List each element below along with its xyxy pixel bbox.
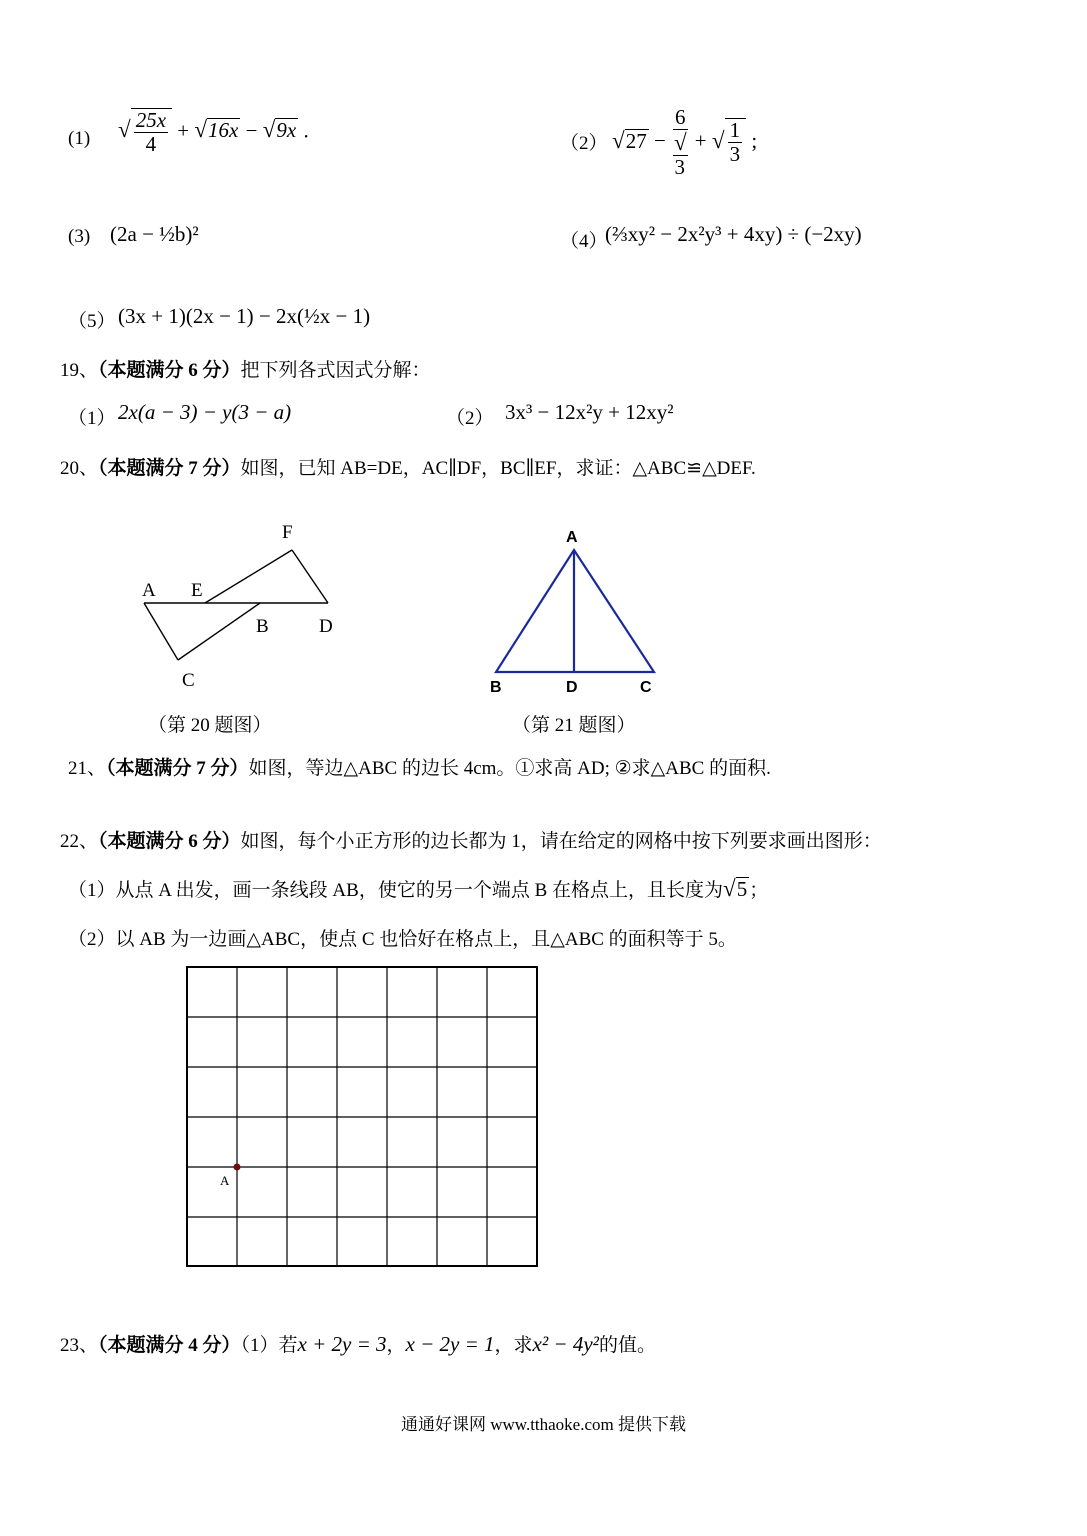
score-note: （本题满分 4 分） xyxy=(98,1335,241,1356)
frac-den: 3 xyxy=(729,142,741,167)
item-22-1-text: （1）从点 A 出发，画一条线段 AB，使它的另一个端点 B 在格点上，且长度为 xyxy=(68,880,723,901)
grid-point-A xyxy=(234,1164,241,1171)
equation-2: x − 2y = 1 xyxy=(405,1332,495,1356)
item-22-1: （1）从点 A 出发，画一条线段 AB，使它的另一个端点 B 在格点上，且长度为√5 ； xyxy=(68,875,769,901)
question-21-heading xyxy=(68,753,771,780)
score-note: （本题满分 7 分） xyxy=(106,758,249,779)
question-text-b: ，求 xyxy=(494,1335,533,1356)
item-18-5-label: （5） xyxy=(68,311,116,332)
question-text: 把下列各式因式分解： xyxy=(240,360,431,381)
question-number: 23、 xyxy=(60,1335,99,1356)
grid-figure xyxy=(180,960,550,1275)
question-number: 22、 xyxy=(60,831,99,852)
question-number: 21、 xyxy=(68,758,107,779)
item-18-2-expression: √27 − 6 √ 3 + √ $\frac{1}{3}$ ; xyxy=(612,105,758,180)
point-label-A: A xyxy=(142,580,156,601)
score-note: （本题满分 7 分） xyxy=(98,458,241,479)
item-18-3-expression: (2a − ½b)² xyxy=(110,222,199,246)
question-text: 如图，已知 AB=DE，AC∥DF，BC∥EF，求证：△ABC≌△DEF. xyxy=(240,458,756,479)
item-19-1-expression: 2x(a − 3) − y(3 − a) xyxy=(118,400,292,424)
frac-num: 1 xyxy=(729,118,741,143)
segment-AC xyxy=(144,603,178,660)
question-number: 20、 xyxy=(60,458,99,479)
score-note: （本题满分 6 分） xyxy=(98,360,241,381)
question-text: 如图，每个小正方形的边长都为 1，请在给定的网格中按下列要求画出图形： xyxy=(240,831,882,852)
point-label-A: A xyxy=(566,529,578,546)
point-label-F: F xyxy=(282,522,293,543)
question-text: 如图，等边△ABC 的边长 4cm。①求高 AD; ②求△ABC 的面积. xyxy=(248,758,771,779)
frac-num: 6 xyxy=(675,105,686,129)
item-18-1-expression: √ $\frac{25x}{4}$ + √16x − √9x . xyxy=(118,108,309,157)
question-text-c: 的值。 xyxy=(598,1335,656,1356)
item-18-3-label: (3) xyxy=(68,226,91,247)
sqrt-value: 5 xyxy=(736,877,748,901)
question-22-heading xyxy=(60,826,882,853)
segment-FD xyxy=(292,550,328,603)
point-label-B: B xyxy=(490,679,502,696)
item-18-5-expression: (3x + 1)(2x − 1) − 2x(½x − 1) xyxy=(118,304,371,328)
sqrt-term: 27 xyxy=(625,128,647,153)
point-label-B: B xyxy=(256,616,269,637)
item-22-1-end: ； xyxy=(749,880,769,901)
question-19-heading xyxy=(60,355,431,382)
frac-num: 25x xyxy=(135,108,167,132)
target-expression: x² − 4y² xyxy=(532,1332,599,1356)
page-footer: 通通好课网 www.tthaoke.com 提供下载 xyxy=(400,1415,687,1434)
question-number: 19、 xyxy=(60,360,99,381)
figure-21-caption: （第 21 题图） xyxy=(512,715,636,736)
point-label-D: D xyxy=(319,616,333,637)
sqrt-term: 9x xyxy=(276,118,297,143)
question-23-heading xyxy=(60,1330,656,1357)
frac-den: 3 xyxy=(673,155,688,179)
question-text-a: （1）若 xyxy=(240,1335,298,1356)
point-label-E: E xyxy=(191,580,203,601)
item-18-1-label: (1) xyxy=(68,128,91,149)
item-22-2-text: （2）以 AB 为一边画△ABC，使点 C 也恰好在格点上，且△ABC 的面积等于 5。 xyxy=(68,929,737,950)
equation-1: x + 2y = 3 xyxy=(297,1332,387,1356)
figure-20-caption: （第 20 题图） xyxy=(148,715,272,736)
item-19-2-label: （2） xyxy=(446,408,494,429)
segment-EF xyxy=(205,550,292,603)
grid-label-A: A xyxy=(220,1173,230,1188)
item-18-4-label: （4） xyxy=(560,231,608,252)
segment-CB xyxy=(178,603,260,660)
figure-21 xyxy=(480,520,680,700)
item-18-4-expression: (⅔xy² − 2x²y³ + 4xy) ÷ (−2xy) xyxy=(605,222,862,246)
item-18-2-label: （2） xyxy=(560,133,608,154)
score-note: （本题满分 6 分） xyxy=(98,831,241,852)
sqrt-term: 16x xyxy=(208,118,239,143)
point-label-C: C xyxy=(182,670,195,691)
point-label-D: D xyxy=(566,679,578,696)
figure-20 xyxy=(130,510,360,700)
item-19-2-expression: 3x³ − 12x²y + 12xy² xyxy=(505,400,674,424)
item-19-1-label: （1） xyxy=(68,408,116,429)
separator: ， xyxy=(386,1335,406,1356)
frac-den: 4 xyxy=(145,132,157,157)
point-label-C: C xyxy=(640,679,652,696)
question-20-heading xyxy=(60,453,756,480)
